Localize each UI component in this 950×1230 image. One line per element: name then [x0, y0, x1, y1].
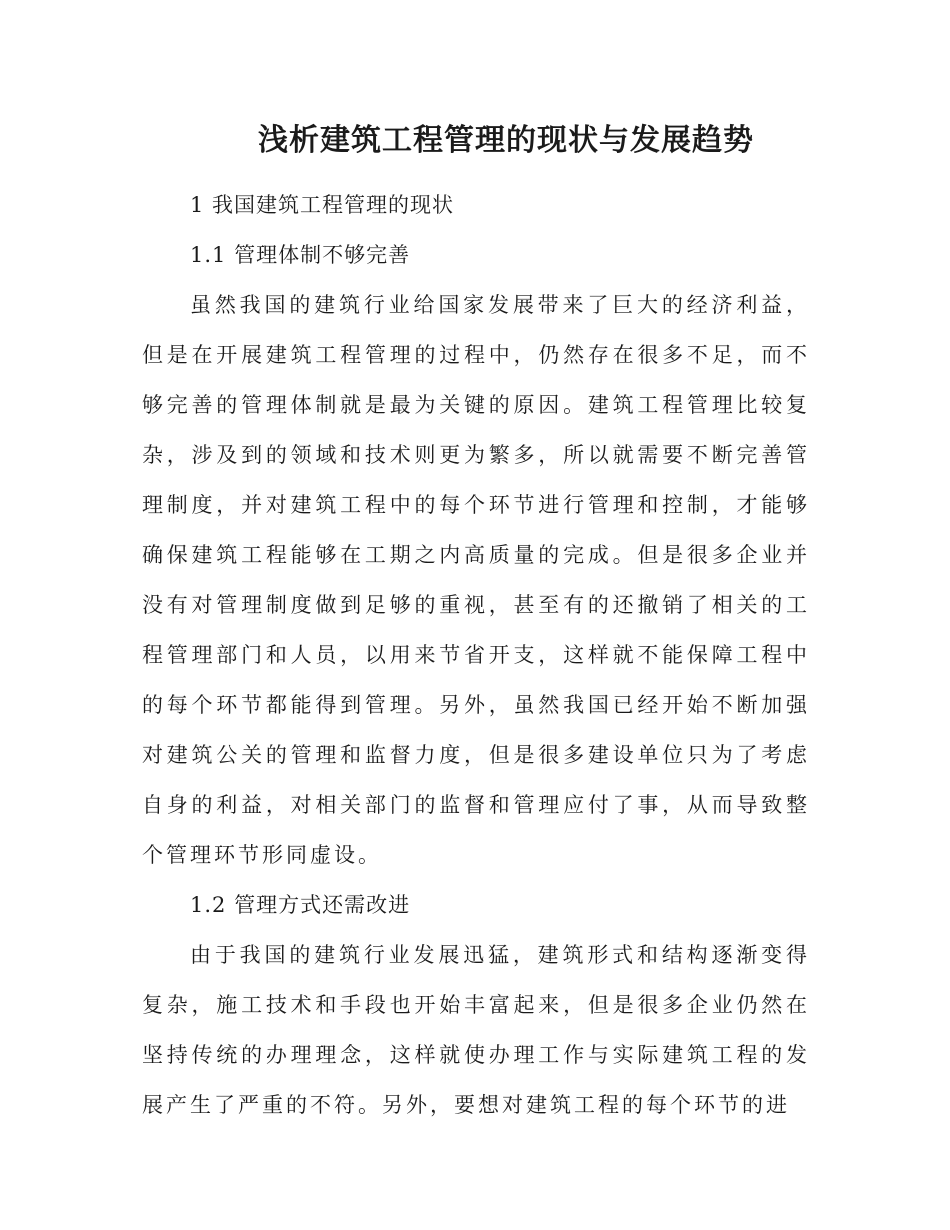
section-heading-1-2: 1.2 管理方式还需改进: [190, 893, 411, 917]
section-heading-1: 1 我国建筑工程管理的现状: [190, 193, 455, 217]
paragraph-1-1: 虽然我国的建筑行业给国家发展带来了巨大的经济利益，但是在开展建筑工程管理的过程中，仍然存在很多不足，而不够完善的管理体制就是最为关键的原因。建筑工程管理比较复杂，涉及到的领域和技术则更为繁多，所以就需要不断完善管理制度，并对建筑工程中的每个环节进行管理和控制，才能够确保建筑工程能够在工期之内高质量的完成。但是很多企业并没有对管理制度做到足够的重视，甚至有的还撤销了相关的工程管理部门和人员，以用来节省开支，这样就不能保障工程中的每个环节都能得到管理。另外，虽然我国已经开始不断加强对建筑公关的管理和监督力度，但是很多建设单位只为了考虑自身的利益，对相关部门的监督和管理应付了事，从而导致整个管理环节形同虚设。: [142, 293, 810, 867]
paragraph-1-2: 由于我国的建筑行业发展迅猛，建筑形式和结构逐渐变得复杂，施工技术和手段也开始丰富起来，但是很多企业仍然在坚持传统的办理理念，这样就使办理工作与实际建筑工程的发展产生了严重的不符。另外，要想对建筑工程的每个环节的进: [142, 943, 810, 1117]
document-title: 浅析建筑工程管理的现状与发展趋势: [258, 123, 754, 158]
section-heading-1-1: 1.1 管理体制不够完善: [190, 243, 411, 267]
